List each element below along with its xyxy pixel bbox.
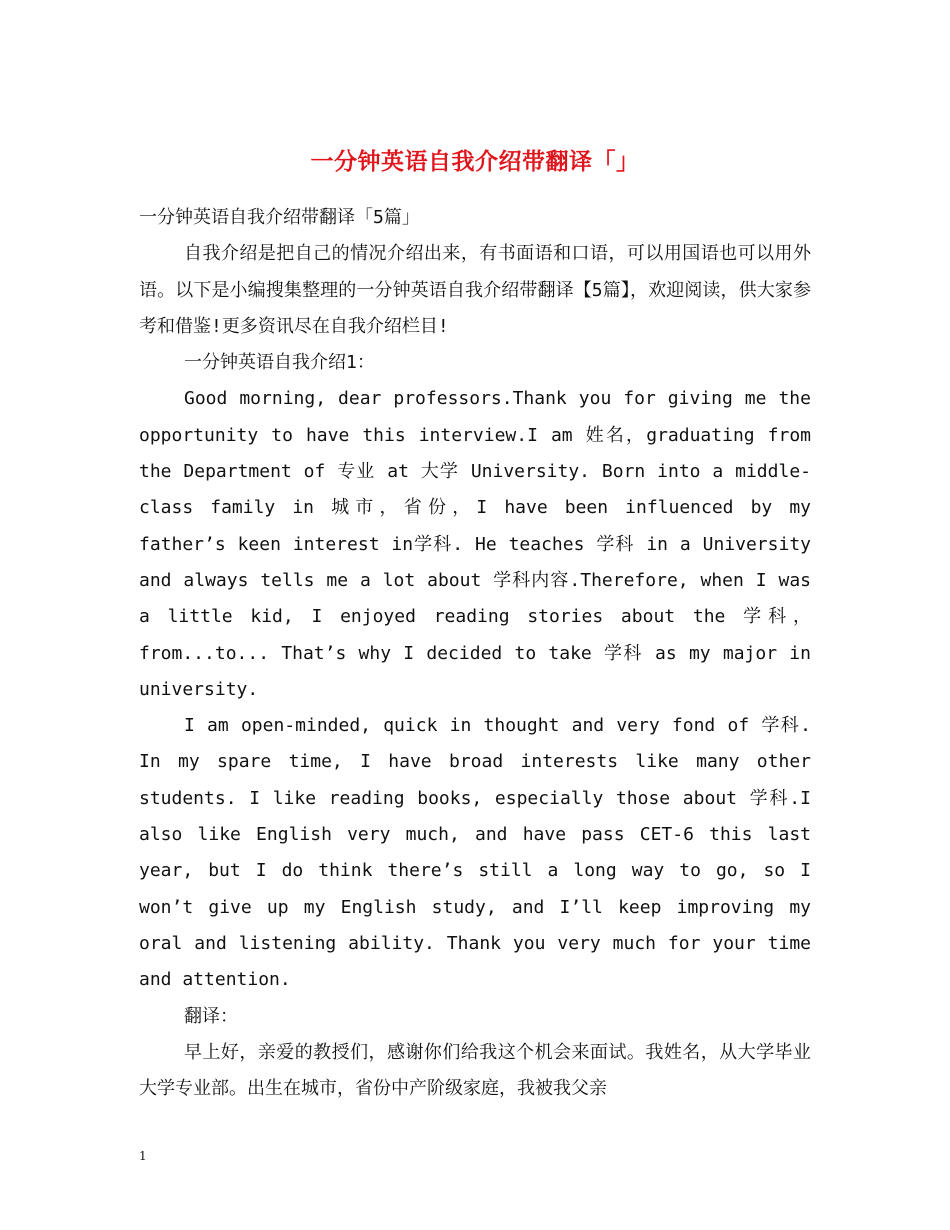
paragraph: I am open-minded, quick in thought and very fond of 学科. In my spare time, I have broad interests like many other students. I like reading books, especially those about 学科.I also like English very much, and have pass CET-6 this last year, but I do think there’s still a long way to go, so I won’t give up my English study, and I’ll keep improving my oral and listening ability. Thank you very much for your time and attention. <box>139 715 811 991</box>
paragraph: 一分钟英语自我介绍1： <box>184 352 375 374</box>
paragraph: 自我介绍是把自己的情况介绍出来，有书面语和口语，可以用国语也可以用外语。以下是小编搜集整理的一分钟英语自我介绍带翻译【5篇】，欢迎阅读，供大家参考和借鉴!更多资讯尽在自我介绍栏目! <box>139 243 811 337</box>
page-title: 一分钟英语自我介绍带翻译「」 <box>310 149 640 176</box>
paragraph: 一分钟英语自我介绍带翻译「5篇」 <box>139 207 420 228</box>
document-body <box>139 200 811 1107</box>
paragraph: 早上好，亲爱的教授们，感谢你们给我这个机会来面试。我姓名，从大学毕业大学专业部。出生在城市，省份中产阶级家庭，我被我父亲 <box>139 1041 811 1100</box>
paragraph: 翻译： <box>184 1005 238 1027</box>
paragraph: Good morning, dear professors.Thank you for giving me the opportunity to have this interview.I am 姓名，graduating from the Department of 专业 at 大学 University. Born into a middle-class family in 城市，省份，I have been influenced by my father’s keen interest in学科. He teaches 学科 in a University and always tells me a lot about 学科内容.Therefore, when I was a little kid, I enjoyed reading stories about the 学科，from...to... That’s why I decided to take 学科 as my major in university. <box>139 388 811 700</box>
page-number: 1 <box>139 1149 147 1163</box>
